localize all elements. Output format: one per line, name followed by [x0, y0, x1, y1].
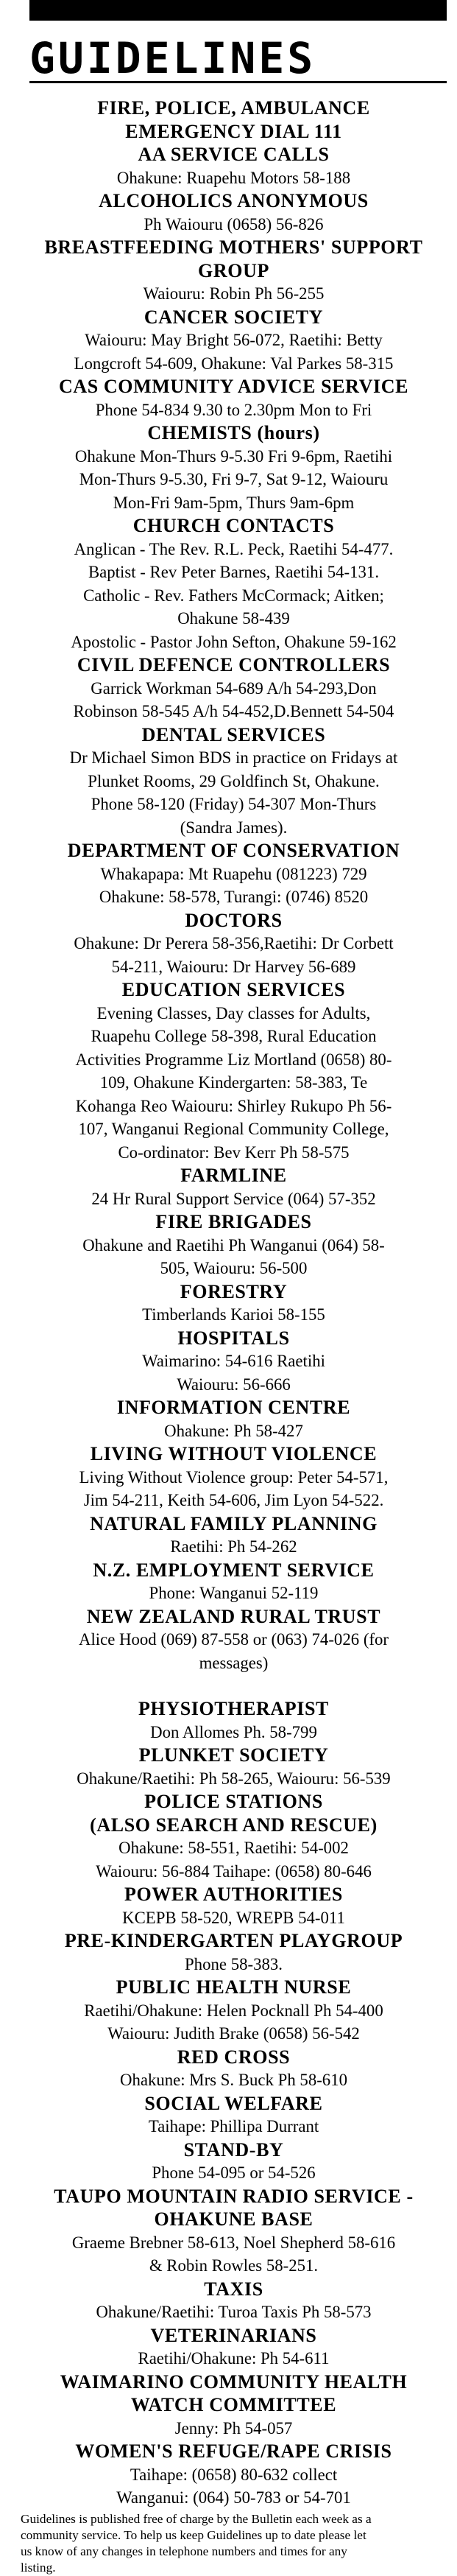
- directory-entry: [16, 1442, 451, 1512]
- entry-detail: Jim 54-211, Keith 54-606, Jim Lyon 54-522.: [83, 1491, 384, 1509]
- directory-entry: [16, 1280, 451, 1327]
- entry-heading: CAS COMMUNITY ADVICE SERVICE: [58, 376, 409, 397]
- entry-detail: 24 Hr Rural Support Service (064) 57-352: [91, 1189, 376, 1208]
- entry-detail: Ohakune: Dr Perera 58-356,Raetihi: Dr Corbett: [74, 934, 394, 952]
- entry-detail: Waiouru: Robin Ph 56-255: [143, 284, 325, 303]
- entry-heading: CHURCH CONTACTS: [132, 515, 335, 536]
- entry-heading: PHYSIOTHERAPIST: [138, 1698, 329, 1719]
- entry-heading: BREASTFEEDING MOTHERS' SUPPORT: [44, 236, 423, 258]
- entry-detail: Phone: Wanganui 52-119: [149, 1584, 319, 1602]
- directory-entry: [16, 236, 451, 306]
- entry-detail: Don Allomes Ph. 58-799: [150, 1722, 317, 1741]
- directory-entry: [16, 96, 451, 143]
- entry-heading: DEPARTMENT OF CONSERVATION: [67, 840, 400, 861]
- entry-heading: NEW ZEALAND RURAL TRUST: [86, 1605, 381, 1627]
- entry-detail: Ohakune: Ph 58-427: [164, 1421, 303, 1440]
- entry-heading: RED CROSS: [177, 2046, 291, 2068]
- directory-entry: [16, 143, 451, 189]
- directory-entry: [16, 1976, 451, 2046]
- directory-entry: [16, 1164, 451, 1210]
- entry-heading: CIVIL DEFENCE CONTROLLERS: [77, 654, 391, 675]
- directory-entry: [16, 1512, 451, 1559]
- entry-detail: Raetihi: Ph 54-262: [170, 1537, 297, 1556]
- entry-detail: Jenny: Ph 54-057: [174, 2418, 293, 2438]
- directory-entry: [16, 2046, 451, 2092]
- footer-line: community service. To help us keep Guidelines up to date please let: [21, 2527, 366, 2542]
- entry-detail: Phone 54-834 9.30 to 2.30pm Mon to Fri: [95, 400, 372, 419]
- entry-heading: VETERINARIANS: [150, 2324, 317, 2346]
- entry-heading: TAUPO MOUNTAIN RADIO SERVICE -: [54, 2185, 414, 2207]
- directory-entry: [16, 189, 451, 236]
- footer-line: listing.: [21, 2560, 56, 2575]
- directory-entry: [16, 1744, 451, 1790]
- entry-detail: Living Without Violence group: Peter 54-571,: [79, 1467, 389, 1487]
- entry-heading: EDUCATION SERVICES: [121, 979, 346, 1000]
- entry-heading: WAIMARINO COMMUNITY HEALTH: [60, 2370, 408, 2393]
- directory-entry: [16, 2324, 451, 2370]
- entry-heading: FARMLINE: [180, 1165, 287, 1186]
- entry-heading: NATURAL FAMILY PLANNING: [90, 1512, 378, 1534]
- entry-detail: Plunket Rooms, 29 Goldfinch St, Ohakune.: [88, 771, 380, 790]
- directory-entry: [16, 723, 451, 840]
- directory-entry: [16, 1674, 451, 1744]
- directory-entry: [16, 653, 451, 723]
- entry-detail: Phone 58-383.: [185, 1954, 283, 1973]
- entry-heading: FIRE BRIGADES: [155, 1211, 312, 1232]
- directory-entry: [16, 2138, 451, 2185]
- directory-listing: [16, 83, 451, 2510]
- footer-line: Guidelines is published free of charge by the Bulletin each week as a: [21, 2511, 372, 2526]
- entry-heading: HOSPITALS: [177, 1327, 290, 1349]
- entry-detail: 505, Waiouru: 56-500: [160, 1259, 308, 1277]
- entry-detail: Ohakune: 58-578, Turangi: (0746) 8520: [99, 888, 369, 906]
- entry-detail: Raetihi/Ohakune: Ph 54-611: [138, 2349, 330, 2368]
- entry-detail: 107, Wanganui Regional Community College,: [78, 1120, 389, 1138]
- entry-detail: Graeme Brebner 58-613, Noel Shepherd 58-616: [71, 2233, 396, 2252]
- entry-detail: Phone 58-120 (Friday) 54-307 Mon-Thurs: [91, 795, 377, 813]
- entry-detail: Ohakune/Raetihi: Turoa Taxis Ph 58-573: [96, 2303, 372, 2321]
- entry-detail: Ohakune: Ruapehu Motors 58-188: [116, 168, 351, 187]
- directory-entry: [16, 1929, 451, 1976]
- footer-line: us know of any changes in telephone numbers and times for any: [21, 2544, 347, 2558]
- entry-heading: PRE-KINDERGARTEN PLAYGROUP: [64, 1930, 403, 1951]
- entry-detail: Ohakune: Mrs S. Buck Ph 58-610: [119, 2071, 348, 2089]
- entry-detail: Ohakune 58-439: [177, 609, 290, 628]
- entry-heading: POLICE STATIONS: [144, 1791, 323, 1812]
- entry-heading: N.Z. EMPLOYMENT SERVICE: [93, 1559, 375, 1581]
- top-rule: [29, 0, 447, 21]
- entry-detail: 109, Ohakune Kindergarten: 58-383, Te: [99, 1073, 368, 1092]
- entry-heading: PUBLIC HEALTH NURSE: [116, 1976, 352, 1998]
- directory-entry: [16, 2440, 451, 2510]
- page-title: GUIDELINES: [29, 33, 316, 83]
- entry-heading: DOCTORS: [185, 909, 283, 931]
- entry-heading: PLUNKET SOCIETY: [138, 1744, 329, 1766]
- entry-heading: TAXIS: [204, 2278, 263, 2300]
- entry-detail: Wanganui: (064) 50-783 or 54-701: [116, 2488, 351, 2507]
- entry-heading: STAND-BY: [183, 2138, 284, 2161]
- entry-detail: Waiouru: Judith Brake (0658) 56-542: [107, 2024, 360, 2043]
- directory-entry: [16, 306, 451, 376]
- entry-detail: Whakapapa: Mt Ruapehu (081223) 729: [100, 864, 367, 883]
- directory-entry: [16, 1605, 451, 1675]
- entry-detail: Waiouru: 56-666: [177, 1375, 291, 1394]
- directory-entry: [16, 839, 451, 909]
- directory-entry: [16, 1883, 451, 1929]
- entry-detail: Ohakune Mon-Thurs 9-5.30 Fri 9-6pm, Raetihi: [74, 446, 393, 466]
- entry-detail: Waiouru: 56-884 Taihape: (0658) 80-646: [96, 1861, 372, 1881]
- entry-detail: Waiouru: May Bright 56-072, Raetihi: Betty: [85, 331, 383, 349]
- entry-detail: (Sandra James).: [180, 818, 288, 837]
- entry-detail: Co-ordinator: Bev Kerr Ph 58-575: [118, 1143, 350, 1162]
- footer-note: [16, 2511, 451, 2576]
- entry-heading: (ALSO SEARCH AND RESCUE): [90, 1814, 378, 1836]
- entry-detail: Garrick Workman 54-689 A/h 54-293,Don: [91, 678, 377, 698]
- entry-detail: Ohakune and Raetihi Ph Wanganui (064) 58-: [82, 1235, 385, 1254]
- directory-entry: [16, 421, 451, 514]
- entry-detail: Baptist - Rev Peter Barnes, Raetihi 54-131.: [88, 563, 380, 581]
- entry-heading: CANCER SOCIETY: [144, 306, 324, 328]
- entry-detail: Taihape: Phillipa Durrant: [148, 2117, 319, 2135]
- entry-heading: WATCH COMMITTEE: [130, 2394, 337, 2415]
- masthead: [29, 21, 447, 83]
- entry-heading: INFORMATION CENTRE: [116, 1397, 351, 1418]
- directory-entry: [16, 978, 451, 1164]
- spacer: [16, 1674, 451, 1697]
- entry-detail: Ohakune/Raetihi: Ph 58-265, Waiouru: 56-539: [77, 1769, 391, 1788]
- entry-detail: Alice Hood (069) 87-558 or (063) 74-026 (for: [78, 1630, 389, 1649]
- entry-detail: Raetihi/Ohakune: Helen Pocknall Ph 54-400: [84, 2001, 383, 2020]
- entry-detail: Taihape: (0658) 80-632 collect: [130, 2465, 338, 2484]
- entry-detail: & Robin Rowles 58-251.: [149, 2256, 319, 2275]
- entry-detail: Phone 54-095 or 54-526: [152, 2163, 316, 2182]
- entry-detail: Mon-Fri 9am-5pm, Thurs 9am-6pm: [113, 493, 355, 512]
- directory-entry: [16, 2370, 451, 2440]
- entry-heading: POWER AUTHORITIES: [124, 1884, 343, 1905]
- entry-detail: Catholic - Rev. Fathers McCormack; Aitken;: [83, 586, 384, 605]
- entry-heading: FORESTRY: [180, 1280, 288, 1302]
- entry-heading: WOMEN'S REFUGE/RAPE CRISIS: [75, 2440, 392, 2462]
- entry-heading: LIVING WITHOUT VIOLENCE: [90, 1443, 378, 1464]
- entry-heading: SOCIAL WELFARE: [144, 2092, 323, 2114]
- entry-detail: messages): [199, 1653, 269, 1672]
- directory-entry: [16, 1327, 451, 1397]
- entry-detail: Kohanga Reo Waiouru: Shirley Rukupo Ph 56-: [75, 1096, 392, 1115]
- entry-detail: Activities Programme Liz Mortland (0658) 80-: [75, 1050, 392, 1069]
- entry-detail: Evening Classes, Day classes for Adults,: [96, 1003, 371, 1022]
- entry-heading: DENTAL SERVICES: [141, 723, 326, 745]
- entry-detail: Timberlands Karioi 58-155: [142, 1305, 325, 1324]
- directory-entry: [16, 2185, 451, 2278]
- entry-detail: Robinson 58-545 A/h 54-452,D.Bennett 54-504: [73, 702, 394, 720]
- directory-entry: [16, 1210, 451, 1280]
- directory-entry: [16, 2092, 451, 2138]
- entry-detail: 54-211, Waiouru: Dr Harvey 56-689: [111, 957, 356, 976]
- entry-detail: KCEPB 58-520, WREPB 54-011: [122, 1908, 345, 1927]
- directory-entry: [16, 909, 451, 979]
- entry-detail: Mon-Thurs 9-5.30, Fri 9-7, Sat 9-12, Waiouru: [79, 470, 389, 488]
- entry-heading: AA SERVICE CALLS: [138, 144, 330, 165]
- directory-entry: [16, 1559, 451, 1605]
- entry-heading: FIRE, POLICE, AMBULANCE: [97, 97, 370, 119]
- entry-heading: OHAKUNE BASE: [154, 2208, 313, 2230]
- entry-heading: EMERGENCY DIAL 111: [125, 120, 342, 142]
- directory-entry: [16, 1396, 451, 1442]
- entry-detail: Ph Waiouru (0658) 56-826: [144, 214, 324, 234]
- entry-detail: Apostolic - Pastor John Sefton, Ohakune 59-162: [71, 632, 397, 651]
- entry-heading: GROUP: [198, 259, 269, 281]
- directory-entry: [16, 1790, 451, 1883]
- entry-detail: Longcroft 54-609, Ohakune: Val Parkes 58-315: [74, 354, 394, 373]
- entry-heading: ALCOHOLICS ANONYMOUS: [99, 190, 369, 211]
- entry-detail: Ohakune: 58-551, Raetihi: 54-002: [118, 1839, 349, 1857]
- directory-entry: [16, 514, 451, 653]
- directory-entry: [16, 375, 451, 421]
- entry-detail: Dr Michael Simon BDS in practice on Fridays at: [69, 748, 398, 767]
- entry-heading: CHEMISTS (hours): [147, 422, 320, 443]
- entry-detail: Anglican - The Rev. R.L. Peck, Raetihi 54-477.: [74, 539, 394, 558]
- directory-entry: [16, 2278, 451, 2324]
- entry-detail: Ruapehu College 58-398, Rural Education: [91, 1027, 377, 1045]
- entry-detail: Waimarino: 54-616 Raetihi: [142, 1352, 325, 1370]
